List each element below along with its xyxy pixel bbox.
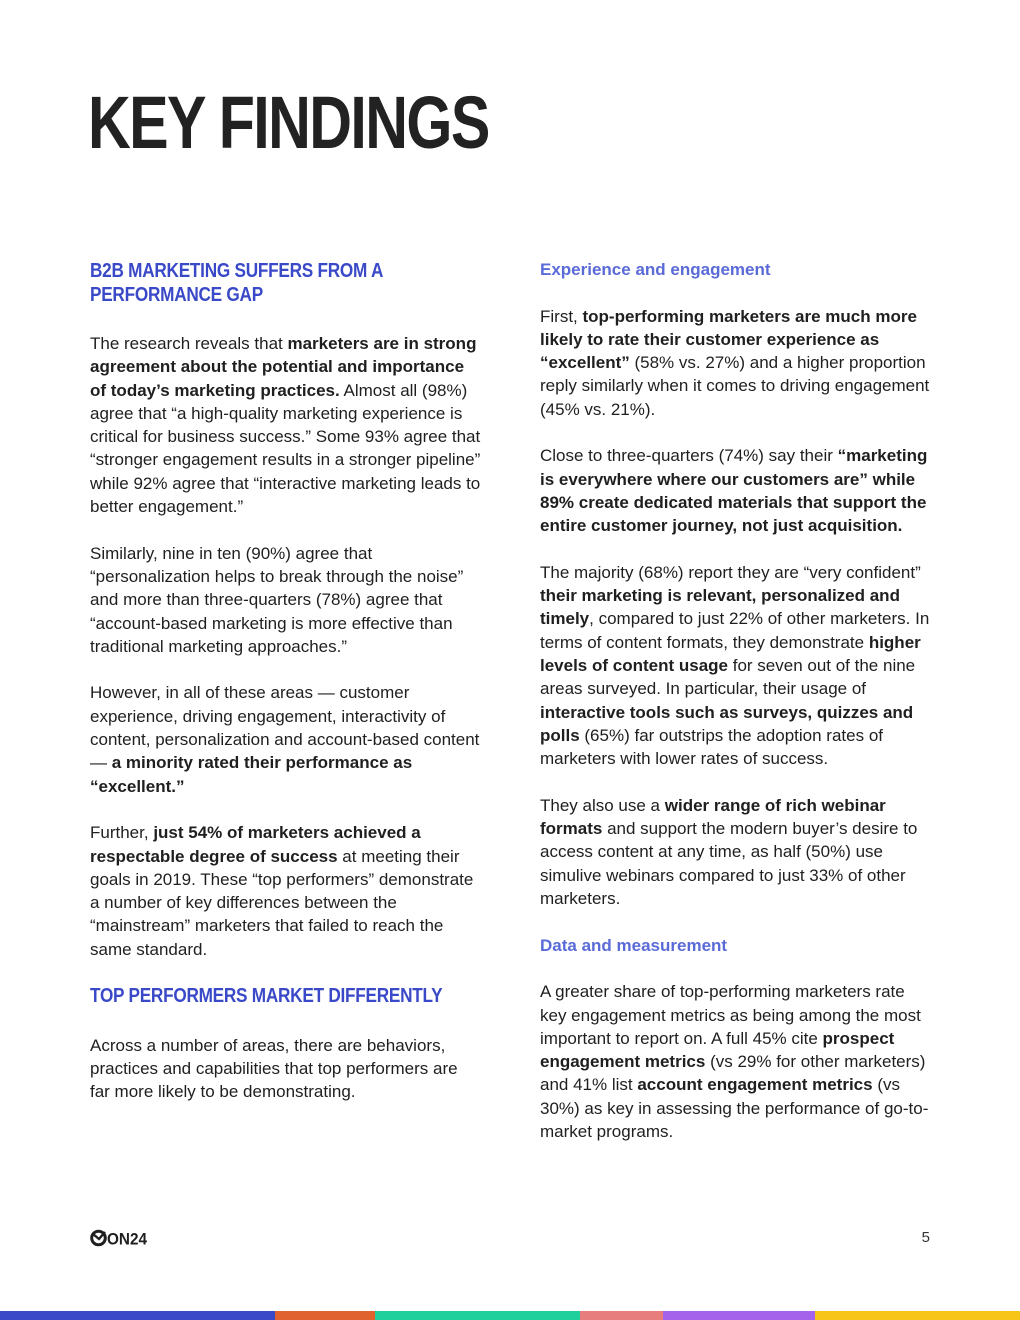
- text: First,: [540, 306, 583, 326]
- color-bar: [0, 1311, 1020, 1320]
- text: Further,: [90, 823, 154, 843]
- subheading-data-measurement: Data and measurement: [540, 935, 728, 955]
- color-bar-segment: [0, 1311, 275, 1320]
- text: at meeting their goals in 2019. These “top performers” demonstrate a number of key differences between the “mainstream” marketers that failed to reach the same standard.: [90, 846, 474, 959]
- text: (58% vs. 27%) and a higher proportion reply similarly when it comes to driving engagement (45% vs. 21%).: [540, 353, 930, 419]
- section-heading-performance-gap: B2B MARKETING SUFFERS FROM A PERFORMANCE GAP: [90, 260, 383, 306]
- color-bar-segment: [275, 1311, 375, 1320]
- text: , compared to just 22% of other marketers. In terms of content formats, they demonstrate: [540, 609, 930, 652]
- color-bar-segment: [375, 1311, 580, 1320]
- paragraph: [540, 305, 932, 421]
- color-bar-segment: [815, 1311, 1020, 1320]
- on24-logo-icon: [90, 1228, 148, 1248]
- text: The research reveals that: [90, 334, 288, 353]
- left-column: [90, 258, 482, 1127]
- text: A greater share of top-performing marketers rate key engagement metrics as being among the most important to report on. A full 45% cite: [540, 982, 921, 1048]
- text: Across a number of areas, there are behaviors, practices and capabilities that top performers are far more likely to be demonstrating.: [90, 1035, 458, 1102]
- text: (vs 29% for other marketers) and 41% list: [540, 1052, 926, 1095]
- bold-text: marketers are in strong agreement about the potential and importance of today’s marketing practices.: [90, 334, 477, 400]
- paragraph: [90, 681, 482, 797]
- paragraph: [540, 794, 932, 910]
- text: The majority (68%) report they are “very confident”: [540, 562, 921, 582]
- page-title: KEY FINDINGS: [88, 81, 489, 164]
- text: However, in all of these areas — customer experience, driving engagement, interactivity of content, personalization and account-based content —: [90, 683, 480, 773]
- bold-text: a minority rated their performance as “excellent.”: [90, 753, 413, 796]
- bold-text: interactive tools such as surveys, quizzes and polls: [540, 702, 914, 745]
- bold-text: just 54% of marketers achieved a respectable degree of success: [90, 823, 421, 866]
- paragraph: [90, 1034, 482, 1104]
- paragraph: [540, 444, 932, 537]
- page-number: 5: [921, 1229, 930, 1246]
- logo-text: ON24: [107, 1229, 148, 1248]
- bold-text: prospect engagement metrics: [540, 1028, 895, 1072]
- text: They also use a: [540, 795, 665, 815]
- paragraph: [540, 561, 932, 771]
- text: Similarly, nine in ten (90%) agree that “personalization helps to break through the noise” and more than three-quarters (78%) agree that “account-based marketing is more effective than traditional marketing approaches.”: [90, 543, 464, 656]
- text: Close to three-quarters (74%) say their: [540, 446, 838, 466]
- right-column: [540, 258, 932, 1167]
- bold-text: “marketing is everywhere where our customers are” while 89% create dedicated materials that support the entire customer journey, not just acquisition.: [540, 446, 928, 536]
- bold-text: their marketing is relevant, personalized and timely: [540, 586, 900, 629]
- bold-text: top-performing marketers are much more likely to rate their customer experience as “excellent”: [540, 306, 917, 373]
- color-bar-segment: [580, 1311, 663, 1320]
- paragraph: [540, 980, 932, 1143]
- paragraph: [90, 542, 482, 658]
- section-heading-top-performers: TOP PERFORMERS MARKET DIFFERENTLY: [90, 985, 443, 1008]
- bold-text: higher levels of content usage: [540, 632, 921, 676]
- paragraph: [90, 821, 482, 961]
- text: and support the modern buyer’s desire to access content at any time, as half (50%) use simulive webinars compared to just 33% of other marketers.: [540, 819, 918, 909]
- bold-text: account engagement metrics: [637, 1075, 873, 1095]
- color-bar-segment: [663, 1311, 815, 1320]
- text: (65%) far outstrips the adoption rates of marketers with lower rates of success.: [540, 725, 883, 769]
- subheading-experience-engagement: Experience and engagement: [540, 260, 771, 279]
- text: for seven out of the nine areas surveyed. In particular, their usage of: [540, 656, 916, 699]
- bold-text: wider range of rich webinar formats: [540, 795, 886, 839]
- paragraph: [90, 332, 482, 518]
- on24-logo: [90, 1228, 148, 1248]
- text: (vs 30%) as key in assessing the performance of go-to-market programs.: [540, 1075, 929, 1141]
- text: Almost all (98%) agree that “a high-quality marketing experience is critical for business success.” Some 93% agree that “stronger engagement results in a stronger pipeline” while 92% agree that “interactive marketing leads to better engagement.”: [90, 380, 481, 517]
